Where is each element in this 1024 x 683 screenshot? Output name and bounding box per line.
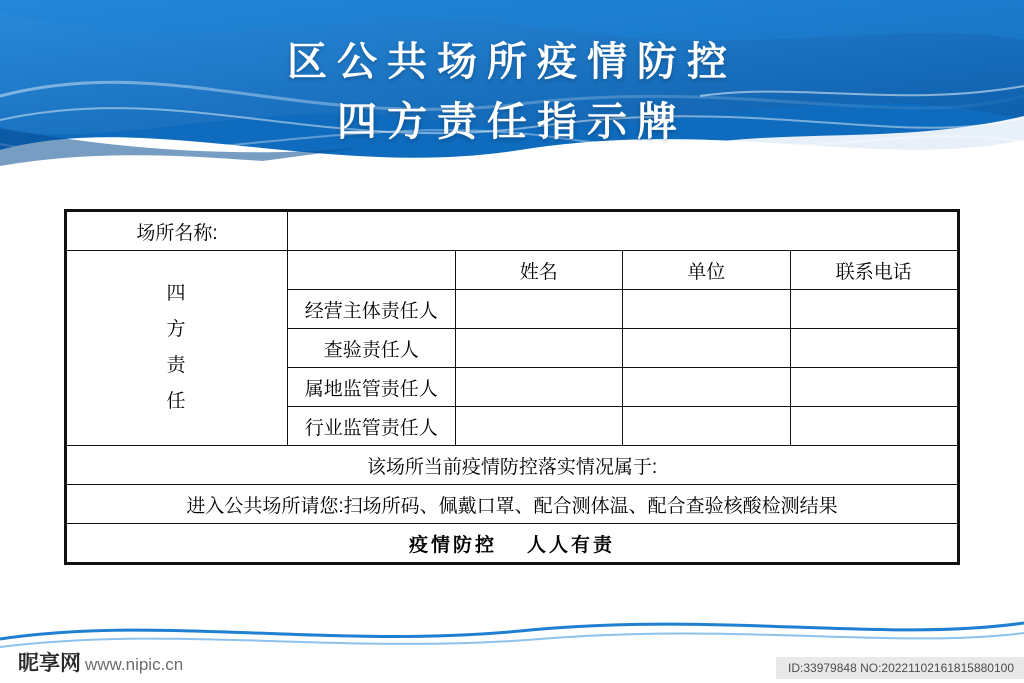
watermark: [18, 647, 183, 677]
table-row-status: [67, 446, 958, 485]
table-row-slogan: [67, 524, 958, 563]
cell-phone-inspector[interactable]: [790, 329, 958, 368]
poster-title-line1: 区公共场所疫情防控: [287, 40, 737, 84]
cell-name-industry-supervisor[interactable]: [455, 407, 623, 446]
role-label-operator: 经营主体责任人: [288, 290, 456, 329]
banner: [0, 0, 1024, 200]
responsibility-form: [64, 209, 960, 565]
footer: [0, 635, 1024, 683]
form-table: [66, 211, 958, 563]
section-label-char-4: 任: [166, 391, 188, 412]
poster-title-line2: 四方责任指示牌: [337, 100, 687, 144]
cell-unit-industry-supervisor[interactable]: [623, 407, 791, 446]
cell-phone-industry-supervisor[interactable]: [790, 407, 958, 446]
entry-notice-text: 进入公共场所请您:扫场所码、佩戴口罩、配合测体温、配合查验核酸检测结果: [67, 485, 958, 524]
cell-phone-local-supervisor[interactable]: [790, 368, 958, 407]
table-row-column-headers: [67, 251, 958, 290]
slogan-right: 人人有责: [527, 534, 616, 556]
venue-name-value[interactable]: [288, 212, 958, 251]
watermark-url: www.nipic.cn: [85, 655, 184, 674]
slogan-left: 疫情防控: [408, 534, 497, 556]
cell-phone-operator[interactable]: [790, 290, 958, 329]
footer-wave-decoration: [0, 609, 1024, 649]
cell-unit-operator[interactable]: [623, 290, 791, 329]
cell-name-operator[interactable]: [455, 290, 623, 329]
cell-unit-local-supervisor[interactable]: [623, 368, 791, 407]
column-header-name: 姓名: [455, 251, 623, 290]
table-row-venue: [67, 212, 958, 251]
section-label-char-3: 责: [166, 355, 188, 376]
cell-unit-inspector[interactable]: [623, 329, 791, 368]
cell-name-local-supervisor[interactable]: [455, 368, 623, 407]
poster-title: [0, 34, 1024, 150]
venue-name-label: 场所名称:: [67, 212, 288, 251]
slogan-row: [67, 524, 958, 563]
column-header-unit: 单位: [623, 251, 791, 290]
role-label-industry-supervisor: 行业监管责任人: [288, 407, 456, 446]
table-row-notice: [67, 485, 958, 524]
current-status-label: 该场所当前疫情防控落实情况属于:: [67, 446, 958, 485]
section-label-char-1: 四: [166, 283, 188, 304]
cell-name-inspector[interactable]: [455, 329, 623, 368]
column-header-role: [288, 251, 456, 290]
section-label-char-2: 方: [166, 319, 188, 340]
role-label-inspector: 查验责任人: [288, 329, 456, 368]
section-label-four-party: [67, 251, 288, 446]
role-label-local-supervisor: 属地监管责任人: [288, 368, 456, 407]
image-id-badge: ID:33979848 NO:20221102161815880100: [776, 657, 1024, 679]
watermark-brand: 昵享网: [18, 652, 81, 675]
column-header-phone: 联系电话: [790, 251, 958, 290]
